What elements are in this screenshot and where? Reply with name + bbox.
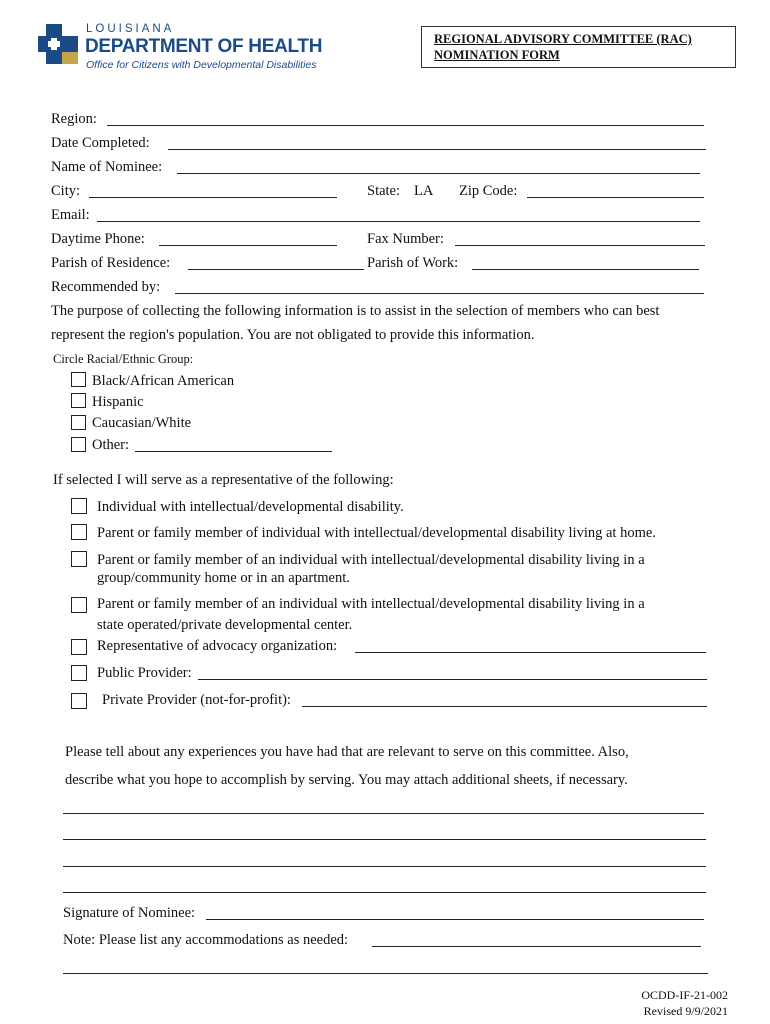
- rep-advocacy-input-line[interactable]: [355, 652, 706, 653]
- city-input-line[interactable]: [89, 197, 337, 198]
- rep-parent-center-label-line1: Parent or family member of an individual with intellectual/developmental disability living in a: [97, 596, 645, 612]
- date-completed-label: Date Completed:: [51, 135, 150, 151]
- name-of-nominee-label: Name of Nominee:: [51, 159, 163, 175]
- date-completed-input-line[interactable]: [168, 149, 706, 150]
- logo-state-name: LOUISIANA: [86, 23, 175, 35]
- name-of-nominee-input-line[interactable]: [177, 173, 700, 174]
- ethnic-other-checkbox[interactable]: [71, 437, 86, 452]
- form-id: OCDD-IF-21-002: [641, 988, 728, 1002]
- rep-parent-center-label-line2: state operated/private developmental center.: [97, 617, 353, 633]
- ethnic-caucasian-label: Caucasian/White: [92, 415, 192, 431]
- accommodations-input-line[interactable]: [372, 946, 701, 947]
- parish-of-work-label: Parish of Work:: [367, 255, 459, 271]
- experience-prompt-line1: Please tell about any experiences you have had that are relevant to serve on this committee. Also,: [65, 744, 629, 760]
- zip-code-input-line[interactable]: [527, 197, 704, 198]
- accommodations-extra-line[interactable]: [63, 973, 708, 974]
- rep-individual-checkbox[interactable]: [71, 498, 87, 514]
- form-title-box: [421, 26, 736, 68]
- ethnic-black-label: Black/African American: [92, 373, 235, 389]
- state-value: LA: [414, 183, 434, 199]
- zip-code-label: Zip Code:: [459, 183, 518, 199]
- rep-parent-group-home-label-line2: group/community home or in an apartment.: [97, 570, 350, 586]
- fax-number-label: Fax Number:: [367, 231, 444, 247]
- rep-advocacy-checkbox[interactable]: [71, 639, 87, 655]
- form-title-line1: REGIONAL ADVISORY COMMITTEE (RAC): [434, 32, 692, 46]
- rep-parent-group-home-checkbox[interactable]: [71, 551, 87, 567]
- email-label: Email:: [51, 207, 90, 223]
- ldh-cross-icon: [38, 22, 80, 66]
- logo-department-name: DEPARTMENT OF HEALTH: [85, 36, 323, 57]
- ldh-logo: [38, 20, 348, 72]
- rep-individual-label: Individual with intellectual/developmental disability.: [97, 499, 404, 515]
- region-input-line[interactable]: [107, 125, 704, 126]
- rep-public-provider-checkbox[interactable]: [71, 665, 87, 681]
- purpose-text-line1: The purpose of collecting the following information is to assist in the selection of members who can best: [51, 303, 660, 319]
- rep-parent-home-label: Parent or family member of individual with intellectual/developmental disability living at home.: [97, 525, 656, 541]
- signature-input-line[interactable]: [206, 919, 704, 920]
- ethnic-hispanic-label: Hispanic: [92, 394, 144, 410]
- ethnic-hispanic-checkbox[interactable]: [71, 393, 86, 408]
- recommended-by-input-line[interactable]: [175, 293, 704, 294]
- experience-answer-line-1[interactable]: [63, 813, 704, 814]
- ethnic-black-checkbox[interactable]: [71, 372, 86, 387]
- experience-prompt-line2: describe what you hope to accomplish by serving. You may attach additional sheets, if necessary.: [65, 772, 628, 788]
- parish-of-work-input-line[interactable]: [472, 269, 699, 270]
- representative-heading: If selected I will serve as a representative of the following:: [53, 472, 394, 488]
- rep-private-provider-label: Private Provider (not-for-profit):: [102, 692, 291, 708]
- accommodations-label: Note: Please list any accommodations as needed:: [63, 932, 349, 948]
- rep-private-provider-checkbox[interactable]: [71, 693, 87, 709]
- state-label: State:: [367, 183, 401, 199]
- ethnic-other-input-line[interactable]: [135, 451, 332, 452]
- ethnic-other-label: Other:: [92, 437, 130, 453]
- parish-of-residence-input-line[interactable]: [188, 269, 364, 270]
- logo-office-name: Office for Citizens with Developmental Disabilities: [86, 59, 317, 71]
- signature-label: Signature of Nominee:: [63, 905, 196, 921]
- ethnic-caucasian-checkbox[interactable]: [71, 415, 86, 430]
- rep-parent-center-checkbox[interactable]: [71, 597, 87, 613]
- ethnic-group-heading: Circle Racial/Ethnic Group:: [53, 352, 194, 366]
- daytime-phone-input-line[interactable]: [159, 245, 337, 246]
- rep-parent-group-home-label-line1: Parent or family member of an individual with intellectual/developmental disability living in a: [97, 552, 645, 568]
- form-title-line2: NOMINATION FORM: [434, 48, 560, 62]
- experience-answer-line-4[interactable]: [63, 892, 706, 893]
- rep-public-provider-label: Public Provider:: [97, 665, 192, 681]
- recommended-by-label: Recommended by:: [51, 279, 161, 295]
- purpose-text-line2: represent the region's population. You are not obligated to provide this information.: [51, 327, 535, 343]
- rep-parent-home-checkbox[interactable]: [71, 524, 87, 540]
- rep-advocacy-label: Representative of advocacy organization:: [97, 638, 338, 654]
- rep-private-provider-input-line[interactable]: [302, 706, 707, 707]
- email-input-line[interactable]: [97, 221, 700, 222]
- city-label: City:: [51, 183, 81, 199]
- daytime-phone-label: Daytime Phone:: [51, 231, 145, 247]
- parish-of-residence-label: Parish of Residence:: [51, 255, 171, 271]
- experience-answer-line-3[interactable]: [63, 866, 706, 867]
- revision-date: Revised 9/9/2021: [643, 1004, 728, 1018]
- region-label: Region:: [51, 111, 97, 127]
- experience-answer-line-2[interactable]: [63, 839, 706, 840]
- fax-number-input-line[interactable]: [455, 245, 705, 246]
- rep-public-provider-input-line[interactable]: [198, 679, 707, 680]
